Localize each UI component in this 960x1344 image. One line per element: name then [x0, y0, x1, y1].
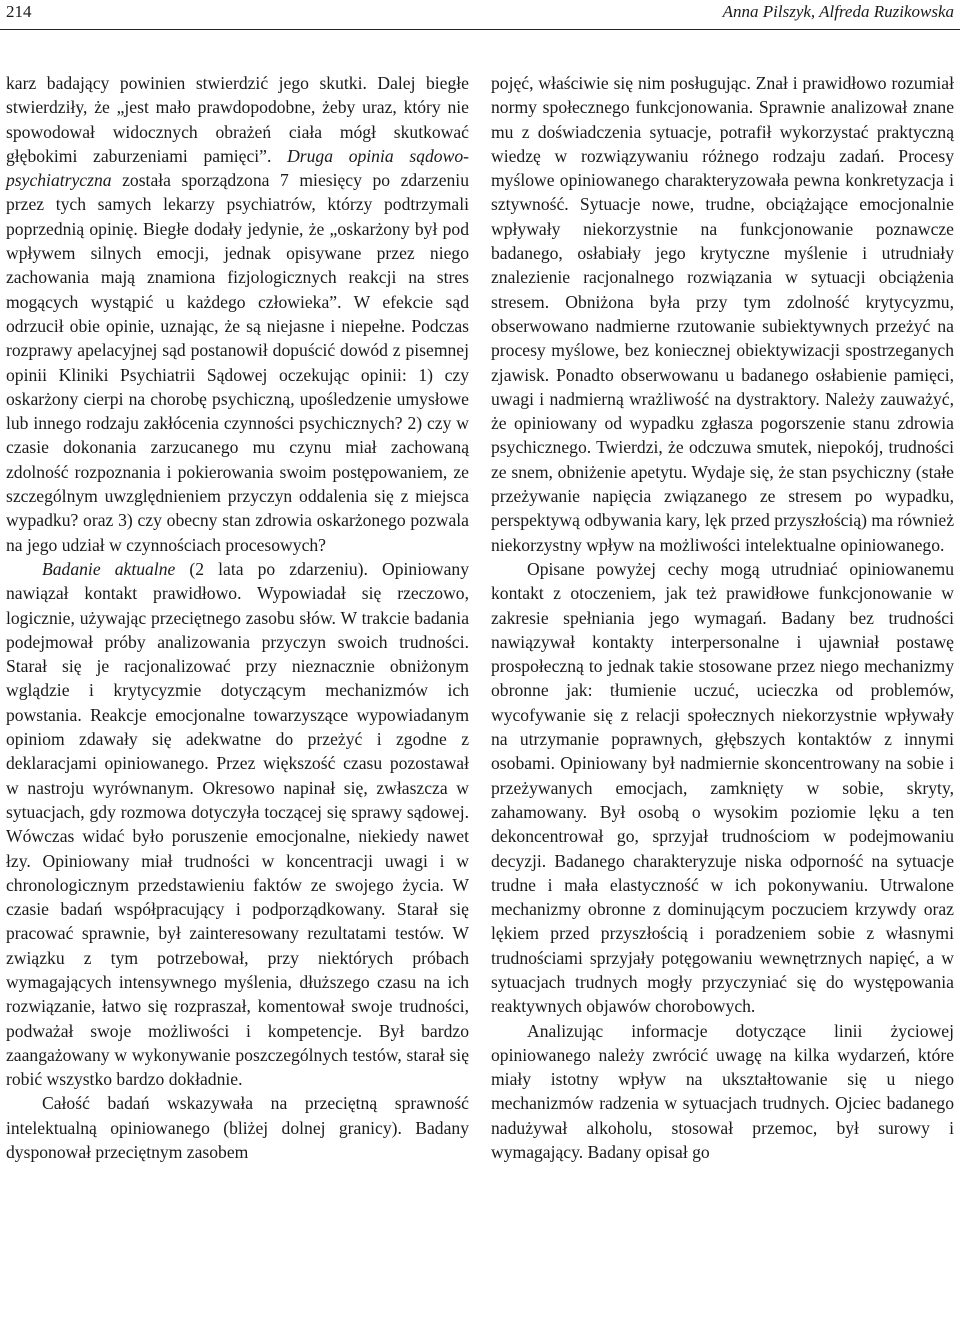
page-header [0, 0, 960, 28]
header-rule [0, 29, 960, 30]
paragraph-text: została sporządzona 7 miesięcy po zdarzeniu przez tych samych lekarzy psychiatrów, którzy podtrzymali poprzednią opinię. Biegłe dodały jedynie, że „oskarżony był pod wpływem silnych emocji, jednak opisywane przez niego zachowania mają znamiona fizjologicznych reakcji na stres mogących wystąpić u każdego człowieka”. W efekcie sąd odrzucił obie opinie, uznając, że są niejasne i niepełne. Podczas rozprawy apelacyjnej sąd postanowił dopuścić dowód z pisemnej opinii Kliniki Psychiatrii Sądowej oczekując opinii: 1) czy oskarżony cierpi na chorobę psychiczną, upośledzenie umysłowe lub innego rodzaju zakłócenia czynności psychicznych? 2) czy w czasie dokonania zarzucanego mu czynu miał zachowaną zdolność rozpoznania i pokierowania swoim postępowaniem, ze szczególnym uwzględnieniem przyczyn oddalenia się z miejsca wypadku? oraz 3) czy obecny stan zdrowia oskarżonego pozwala na jego udział w czynnościach procesowych? [6, 170, 469, 555]
paragraph [491, 71, 954, 557]
body-columns [6, 71, 954, 1164]
paragraph [491, 557, 954, 1019]
right-column [491, 71, 954, 1164]
paragraph-text: pojęć, właściwie się nim posługując. Znał i prawidłowo rozumiał normy społecznego funkcjonowania. Sprawnie analizował znane mu z doświadczenia sytuacje, potrafił wykorzystać praktyczną wiedzę w rozwiązywaniu różnego rodzaju zadań. Procesy myślowe opiniowanego charakteryzowała pewna konkretyzacja i sztywność. Sytuacje nowe, trudne, obciążające emocjonalnie wpływały niekorzystnie na funkcjonowanie poznawcze badanego, osłabiały jego krytyczne myślenie i utrudniały znalezienie racjonalnego rozwiązania w sytuacji obciążenia stresem. Obniżona była przy tym zdolność krytycyzmu, obserwowano nadmierne rzutowanie subiektywnych przeżyć na procesy myślowe, bez koniecznej obiektywizacji spostrzeganych zjawisk. Ponadto obserwowanu u badanego osłabienie pamięci, uwagi i nadmierną wrażliwość na dystraktory. Należy zauważyć, że opiniowany od wypadku zgłasza pogorszenie stanu zdrowia psychicznego. Twierdzi, że odczuwa smutek, niepokój, trudności ze snem, obniżenie apetytu. Wydaje się, że stan psychiczny (stałe przeżywanie napięcia związanego ze stresem po wypadku, perspektywą odbywania kary, lęk przed przyszłością) ma również niekorzystny wpływ na możliwości intelektualne opiniowanego. [491, 73, 954, 555]
paragraph-lead: Druga opinia sądowo-psychiatryczna [6, 145, 469, 191]
paragraph [6, 71, 469, 557]
paragraph [491, 1019, 954, 1165]
paragraph-lead: Badanie aktualne [42, 558, 176, 579]
paragraph-text: Opisane powyżej cechy mogą utrudniać opiniowanemu kontakt z otoczeniem, jak też prawidłowe funkcjonowanie w zakresie spełniania jego wymagań. Badany bez trudności nawiązywał kontakty interpersonalne i ujawniał postawę prospołeczną to jednak takie stosowane przez niego mechanizmy obronne jak: tłumienie uczuć, ucieczka od problemów, wycofywanie się z relacji społecznych niekorzystnie wpływały na utrzymanie poprawnych, głębszych kontaktów z innymi osobami. Opiniowany był nadmiernie skoncentrowany na sobie i przeżywanych emocjach, zamknięty w sobie, skryty, zahamowany. Był osobą o wysokim poziomie lęku a ten dekoncentrował go, sprzyjał trudnościom w podejmowaniu decyzji. Badanego charakteryzuje niska odporność na sytuacje trudne i mała elastyczność w ich pokonywaniu. Utrwalone mechanizmy obronne z dominującym poczuciem krzywdy oraz lękiem przed przyszłością i poradzeniem sobie z własnymi trudnościami sprzyjały potęgowaniu wewnętrznych napięć, a w sytuacjach trudnych mogły przyczyniać się do występowania reaktywnych objawów chorobowych. [491, 558, 954, 1017]
running-head: Anna Pilszyk, Alfreda Ruzikowska [722, 2, 954, 21]
paragraph [6, 1091, 469, 1164]
paragraph-text: Analizując informacje dotyczące linii życiowej opiniowanego należy zwrócić uwagę na kilka wydarzeń, które miały istotny wpływ na ukształtowanie się u niego mechanizmów radzenia w sytuacjach trudnych. Ojciec badanego nadużywał alkoholu, stosował przemoc, był surowy i wymagający. Badany opisał go [491, 1020, 954, 1163]
page-number: 214 [6, 2, 32, 21]
left-column [6, 71, 469, 1164]
paragraph-text: (2 lata po zdarzeniu). Opiniowany nawiązał kontakt prawidłowo. Wypowiadał się rzeczowo, logicznie, używając przeciętnego zasobu słów. W trakcie badania podejmował próby analizowania przyczyn swoich trudności. Starał się je racjonalizować przy nieznacznie obniżonym wglądzie i krytycyzmie dotyczącym mechanizmów ich powstania. Reakcje emocjonalne towarzyszące wypowiadanym opiniom zdawały się adekwatne do przeżyć i zgodne z deklaracjami opiniowanego. Przez większość czasu pozostawał w nastroju wyrównanym. Okresowo napinał się, zwłaszcza w sytuacjach, gdy rozmowa dotyczyła toczącej się sprawy sądowej. Wówczas widać było poruszenie emocjonalne, niekiedy nawet łzy. Opiniowany miał trudności w koncentracji uwagi i w chronologicznym przedstawieniu faktów ze swojego życia. W czasie badań współpracujący i podporządkowany. Starał się pracować sprawnie, był zainteresowany rezultatami testów. W związku z tym potrzebował, przy niektórych próbach wymagających intensywnego myślenia, dłuższego czasu na ich rozwiązanie, łatwo się rozpraszał, komentował swoje trudności, podważał swoje możliwości i kompetencje. Był bardzo zaangażowany w wykonywanie poszczególnych testów, starał się robić wszystko bardzo dokładnie. [6, 558, 469, 1090]
paragraph [6, 557, 469, 1092]
paragraph-text: Całość badań wskazywała na przeciętną sprawność intelektualną opiniowanego (bliżej dolnej granicy). Badany dysponował przeciętnym zasobem [6, 1093, 469, 1163]
paragraph-text: karz badający powinien stwierdzić jego skutki. Dalej biegłe stwierdziły, że „jest mało prawdopodobne, żeby uraz, który nie spowodował widocznych obrażeń ciała mógł skutkować głębokimi zaburzeniami pamięci”. [6, 73, 469, 166]
